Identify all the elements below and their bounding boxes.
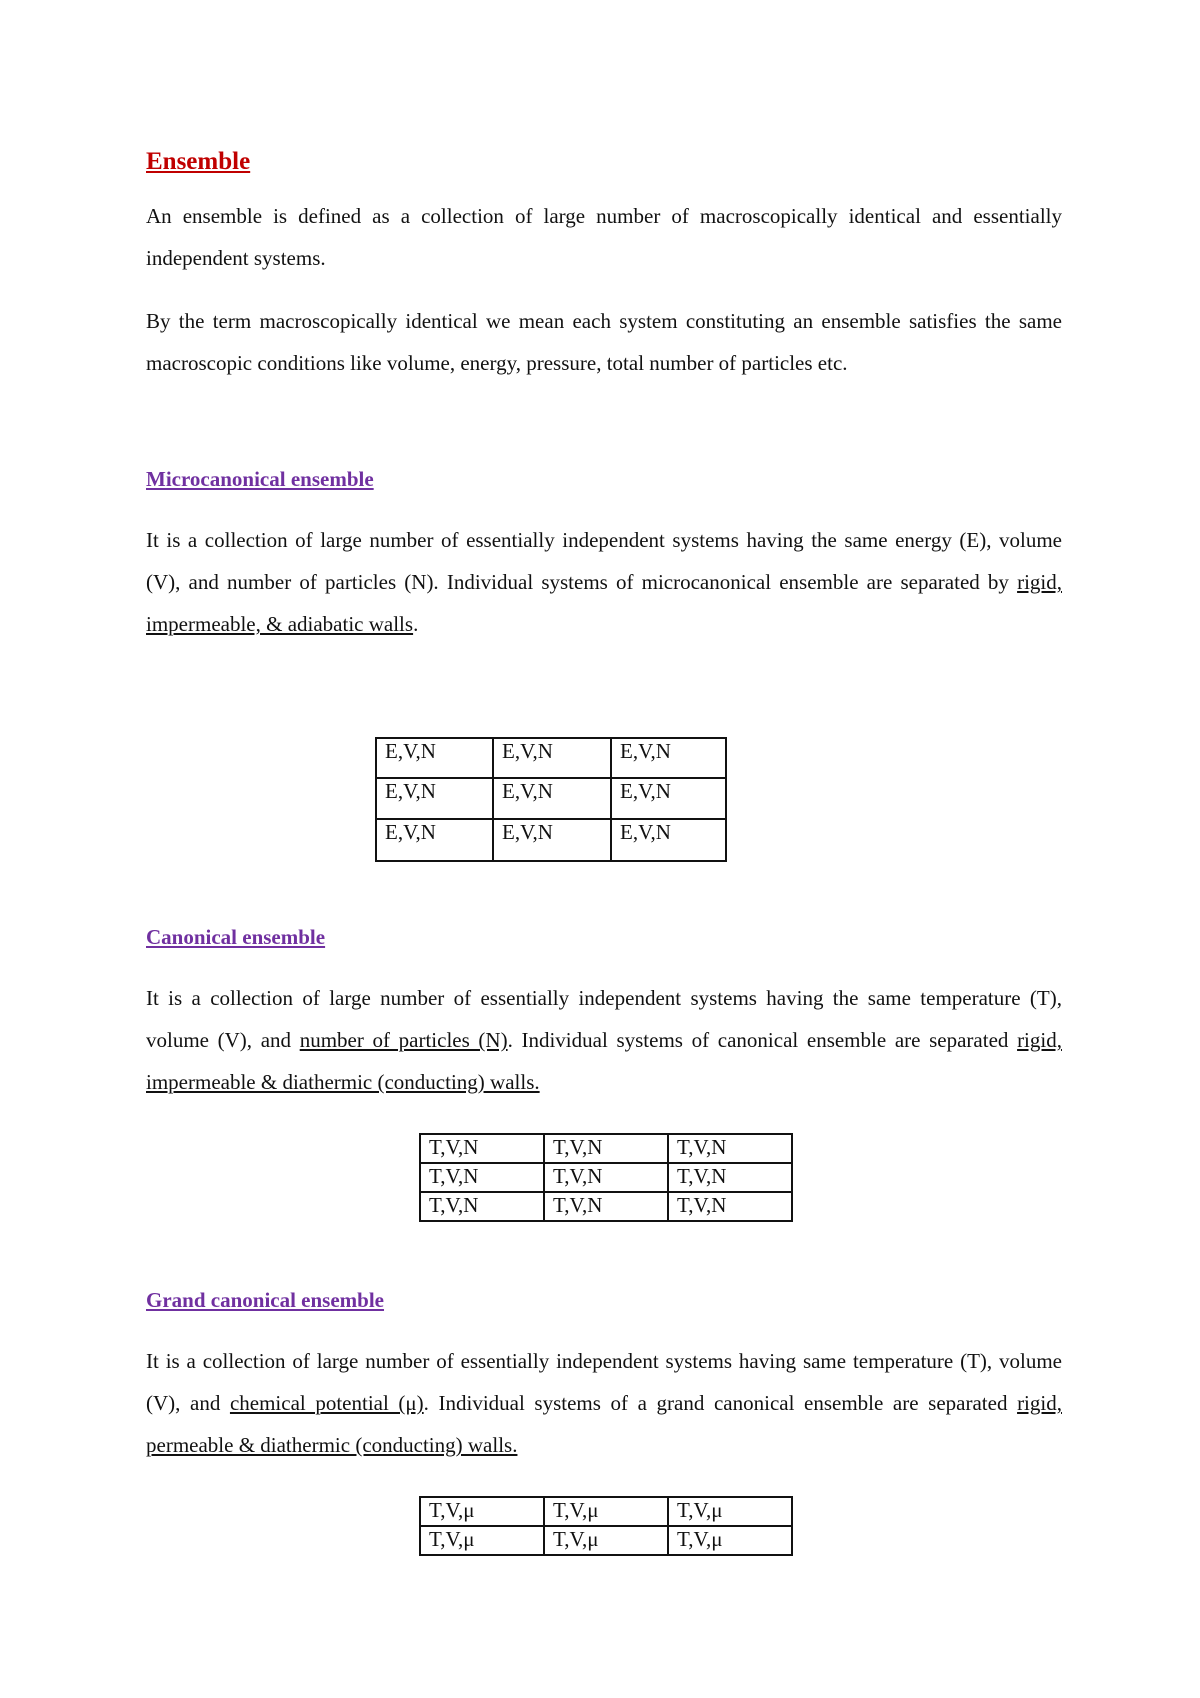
table-row [420,1192,792,1221]
table-cell: E,V,N [611,819,726,861]
canonical-table [419,1133,793,1222]
table-cell: T,V,N [420,1134,544,1163]
intro-paragraph-1: An ensemble is defined as a collection of large number of macroscopically identical and essentially independent systems. [146,204,1062,270]
grand-canonical-walls: rigid, permeable & diathermic (conducting) walls. [146,1391,1062,1457]
table-cell: T,V,N [668,1192,792,1221]
grand-canonical-heading: Grand canonical ensemble [146,1288,385,1312]
microcanonical-heading: Microcanonical ensemble [146,467,374,491]
microcanonical-walls: rigid, impermeable, & adiabatic walls [146,570,1062,636]
grand-canonical-text-b: . Individual systems of a grand canonical ensemble are separated [423,1391,1018,1415]
table-cell: T,V,N [420,1192,544,1221]
grand-canonical-text-a: It is a collection of large number of essentially independent systems having same temperature (T), volume (V), and [146,1349,1062,1415]
intro-paragraph-2: By the term macroscopically identical we mean each system constituting an ensemble satisfies the same macroscopic conditions like volume, energy, pressure, total number of particles etc. [146,309,1062,375]
grand-canonical-table [419,1496,793,1556]
table-cell: T,V,N [544,1163,668,1192]
grand-canonical-potential: chemical potential (μ) [229,1391,424,1415]
table-cell: T,V,N [544,1192,668,1221]
canonical-paragraph [146,977,1062,1103]
canonical-walls: rigid, impermeable & diathermic (conducting) walls. [146,1028,1062,1094]
table-cell: E,V,N [493,778,611,819]
table-cell: T,V,μ [668,1497,792,1526]
table-cell: E,V,N [376,819,493,861]
table-cell: E,V,N [376,778,493,819]
table-cell: E,V,N [493,738,611,778]
table-cell: E,V,N [611,738,726,778]
table-cell: T,V,N [668,1134,792,1163]
table-cell: T,V,N [544,1134,668,1163]
canonical-heading: Canonical ensemble [146,925,326,949]
canonical-text-b: . Individual systems of canonical ensemble are separated [507,1028,1018,1052]
table-cell: E,V,N [376,738,493,778]
page-title: Ensemble [146,148,251,175]
grand-canonical-paragraph [146,1340,1062,1466]
canonical-text-a: It is a collection of large number of essentially independent systems having the same temperature (T), volume (V), and [146,986,1062,1052]
table-cell: E,V,N [611,778,726,819]
table-cell: T,V,N [420,1163,544,1192]
table-cell: T,V,μ [544,1526,668,1555]
canonical-particles: number of particles (N) [299,1028,508,1052]
table-cell: E,V,N [493,819,611,861]
table-row [420,1134,792,1163]
table-cell: T,V,μ [420,1497,544,1526]
table-row [376,738,726,778]
microcanonical-text-a: It is a collection of large number of essentially independent systems having the same energy (E), volume (V), and number of particles (N). Individual systems of microcanonical ensemble are separated by [146,528,1062,594]
microcanonical-text-b: . [413,612,419,636]
table-row [420,1526,792,1555]
table-cell: T,V,μ [668,1526,792,1555]
microcanonical-table [375,737,727,862]
table-cell: T,V,N [668,1163,792,1192]
table-cell: T,V,μ [544,1497,668,1526]
table-row [420,1497,792,1526]
microcanonical-paragraph [146,519,1062,645]
table-row [376,778,726,819]
table-row [376,819,726,861]
table-cell: T,V,μ [420,1526,544,1555]
table-row [420,1163,792,1192]
